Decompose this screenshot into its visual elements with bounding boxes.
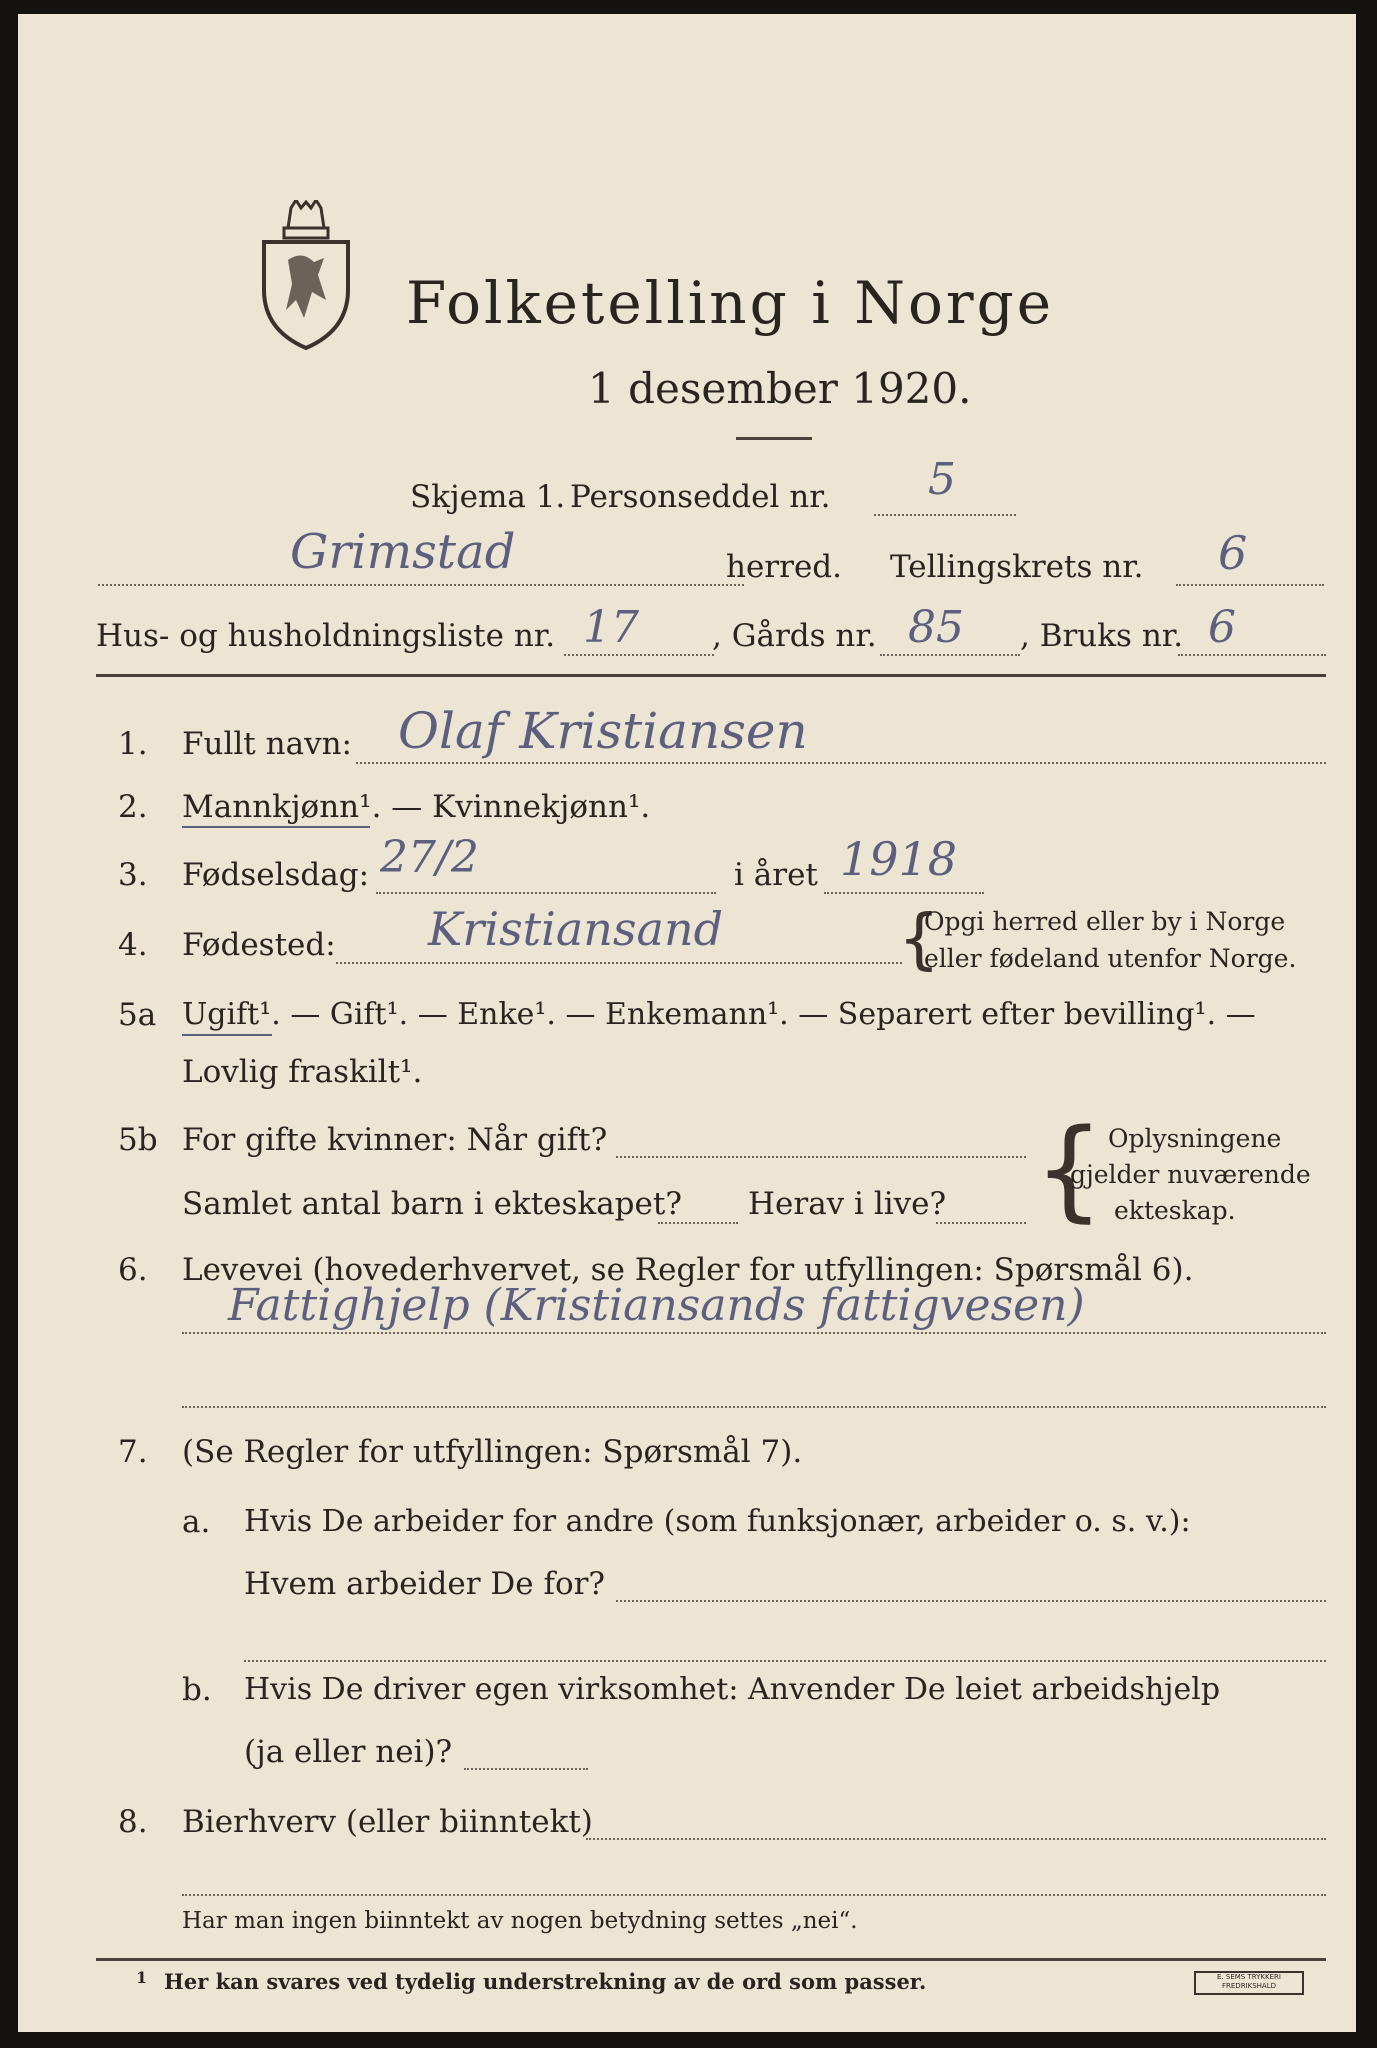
q4-line: [336, 962, 902, 964]
q5b-line1: For gifte kvinner: Når gift?: [182, 1122, 608, 1158]
q8-number: 8.: [118, 1804, 148, 1840]
q5b-number: 5b: [118, 1122, 158, 1158]
marital-underline: [182, 1034, 272, 1036]
hus-value[interactable]: 17: [583, 602, 639, 653]
herred-line: [98, 584, 744, 586]
hired-help-line: [464, 1768, 588, 1770]
occupation-line-1: [182, 1332, 1326, 1334]
q8-label: Bierhverv (eller biinntekt): [182, 1804, 593, 1840]
q1-line: [356, 762, 1326, 764]
header-divider: [96, 674, 1326, 677]
gender-underline: [182, 826, 370, 828]
title-rule: [736, 437, 812, 440]
year-line: [824, 892, 984, 894]
q5b-brace: {: [1034, 1105, 1104, 1233]
q3-number: 3.: [118, 857, 148, 893]
herred-label: herred.: [726, 549, 842, 585]
q7a-line1: Hvis De arbeider for andre (som funksjonær, arbeider o. s. v.):: [244, 1504, 1191, 1539]
tellingskrets-value[interactable]: 6: [1218, 526, 1248, 580]
herred-value[interactable]: Grimstad: [290, 524, 516, 580]
footer-divider: [96, 1958, 1326, 1961]
schema-label: Skjema 1.: [410, 479, 566, 515]
footnote-mark: 1: [136, 1968, 148, 1987]
q4-note-2: eller fødeland utenfor Norge.: [924, 944, 1297, 973]
hus-line: [564, 654, 714, 656]
tellingskrets-line: [1176, 584, 1324, 586]
gards-line: [880, 654, 1020, 656]
birth-year-value[interactable]: 1918: [840, 832, 958, 886]
q7b-line1: Hvis De driver egen virksomhet: Anvender De leiet arbeidshjelp: [244, 1672, 1221, 1707]
occupation-line-2: [182, 1406, 1326, 1408]
married-when-line: [616, 1156, 1026, 1158]
tellingskrets-label: Tellingskrets nr.: [890, 549, 1144, 585]
gards-label: , Gårds nr.: [712, 618, 877, 654]
hus-label: Hus- og husholdningsliste nr.: [96, 618, 556, 654]
bruks-value[interactable]: 6: [1208, 602, 1236, 653]
q1-label: Fullt navn:: [182, 726, 352, 762]
footnote-text: Her kan svares ved tydelig understrekning av de ord som passer.: [164, 1969, 927, 1994]
q3-line: [376, 892, 716, 894]
full-name-value[interactable]: Olaf Kristiansen: [398, 702, 808, 760]
birthday-value[interactable]: 27/2: [380, 832, 479, 883]
side-income-line-1: [586, 1838, 1326, 1840]
q5b-note-2: gjelder nuværende: [1070, 1160, 1311, 1189]
q7a-letter: a.: [182, 1504, 211, 1540]
occupation-value[interactable]: Fattighjelp (Kristiansands fattigvesen): [228, 1280, 1085, 1331]
personseddel-value[interactable]: 5: [928, 454, 956, 505]
q6-number: 6.: [118, 1252, 148, 1288]
census-form: [18, 14, 1356, 2032]
q7-label: (Se Regler for utfyllingen: Spørsmål 7).: [182, 1434, 803, 1470]
q6-label: Levevei (hovederhvervet, se Regler for utfyllingen: Spørsmål 6).: [182, 1252, 1194, 1288]
q7b-line2: (ja eller nei)?: [244, 1734, 453, 1770]
q3-label: Fødselsdag:: [182, 857, 370, 893]
marital-status-line2[interactable]: Lovlig fraskilt¹.: [182, 1054, 423, 1090]
q7-number: 7.: [118, 1434, 148, 1470]
employer-line-1: [616, 1600, 1326, 1602]
children-line: [658, 1222, 738, 1224]
marital-status-options[interactable]: Ugift¹. — Gift¹. — Enke¹. — Enkemann¹. — Separert efter bevilling¹. —: [182, 997, 1256, 1032]
alive-line: [936, 1222, 1026, 1224]
gards-value[interactable]: 85: [908, 602, 964, 653]
q5b-note-1: Oplysningene: [1108, 1124, 1282, 1153]
income-note: Har man ingen biinntekt av nogen betydning settes „nei“.: [182, 1908, 858, 1934]
bruks-label: , Bruks nr.: [1020, 618, 1184, 654]
printer-stamp: E. SEMS TRYKKERI FREDRIKSHALD: [1194, 1971, 1304, 1995]
q5b-children-label: Samlet antal barn i ekteskapet?: [182, 1186, 682, 1222]
census-date: 1 desember 1920.: [588, 364, 972, 413]
q1-number: 1.: [118, 726, 148, 762]
q4-note-1: Opgi herred eller by i Norge: [924, 907, 1286, 936]
personseddel-label: Personseddel nr.: [570, 479, 831, 515]
gender-options[interactable]: Mannkjønn¹. — Kvinnekjønn¹.: [182, 789, 651, 825]
q5b-alive-label: Herav i live?: [748, 1186, 947, 1222]
coat-of-arms-icon: [256, 200, 356, 350]
q4-label: Fødested:: [182, 927, 336, 963]
q4-number: 4.: [118, 927, 148, 963]
year-label: i året: [734, 857, 818, 893]
employer-line-2: [244, 1660, 1326, 1662]
q2-number: 2.: [118, 789, 148, 825]
birthplace-value[interactable]: Kristiansand: [428, 902, 724, 956]
q7b-letter: b.: [182, 1672, 212, 1708]
q7a-line2: Hvem arbeider De for?: [244, 1566, 606, 1602]
personseddel-line: [874, 514, 1016, 516]
side-income-line-2: [182, 1894, 1326, 1896]
q5b-note-3: ekteskap.: [1114, 1196, 1236, 1225]
bruks-line: [1178, 654, 1326, 656]
q4-brace: {: [898, 900, 940, 977]
form-title: Folketelling i Norge: [406, 269, 1055, 337]
q5a-number: 5a: [118, 997, 157, 1033]
